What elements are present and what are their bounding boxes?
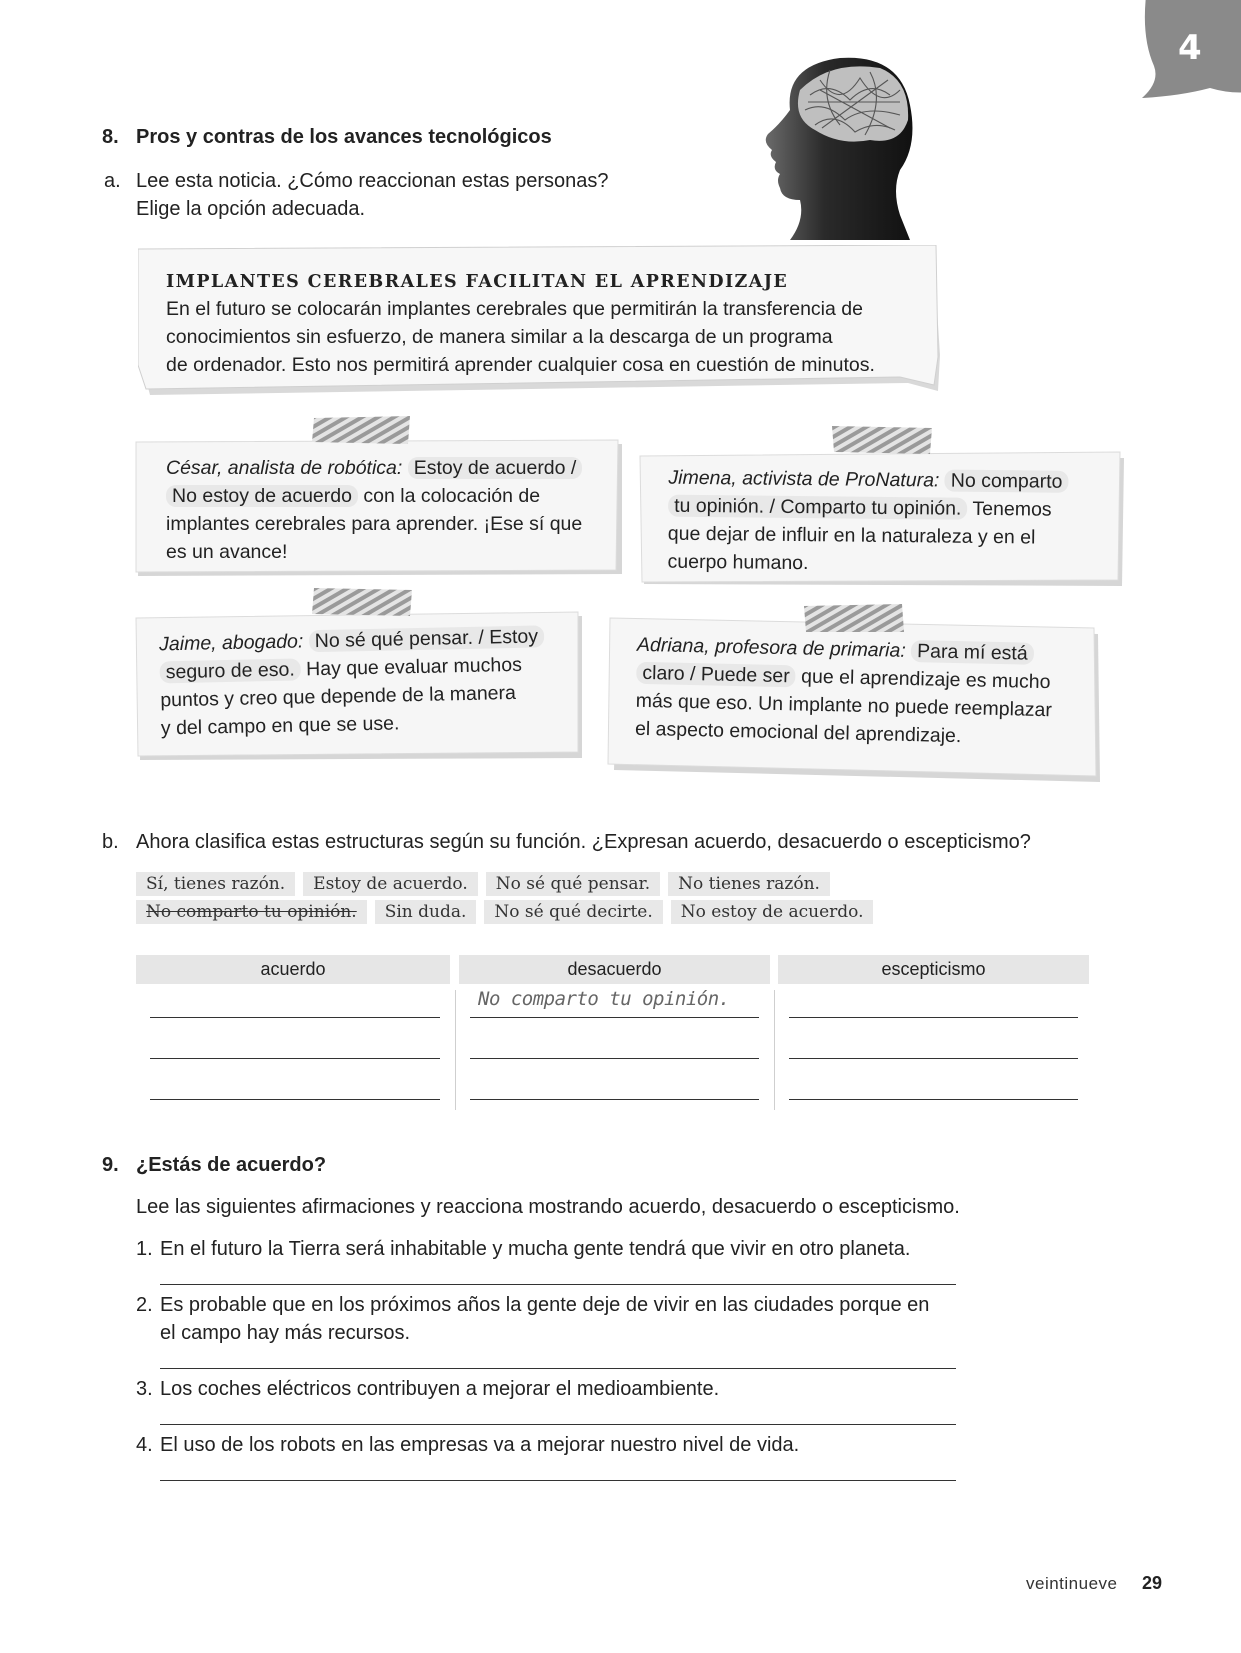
news-line1: En el futuro se colocarán implantes cerebrales que permitirán la transferencia de (166, 298, 863, 320)
page-number-word: veintinueve (1026, 1574, 1118, 1593)
column-header-desacuerdo: desacuerdo (459, 955, 770, 984)
answer-line-escepticismo-2[interactable] (789, 1058, 1078, 1059)
page-number: 29 (1142, 1573, 1163, 1593)
exercise-9-title: ¿Estás de acuerdo? (136, 1154, 327, 1176)
statement-4-number: 4. (136, 1434, 153, 1456)
news-line2: conocimientos sin esfuerzo, de manera similar a la descarga de un programa (166, 326, 833, 348)
note-jaime-author: Jaime, abogado: (158, 630, 304, 656)
column-divider (774, 990, 775, 1110)
note-cesar (136, 440, 622, 578)
statement-1-answer-line[interactable] (160, 1284, 956, 1285)
statement-3 (136, 1375, 719, 1403)
note-jimena-option2[interactable]: tu opinión. / Comparto tu opinión. (668, 495, 967, 520)
note-jimena (640, 452, 1126, 588)
column-header-escepticismo: escepticismo (778, 955, 1089, 984)
answer-line-acuerdo-2[interactable] (150, 1058, 440, 1059)
chip-no-estoy-de-acuerdo[interactable]: No estoy de acuerdo. (671, 900, 874, 924)
note-jimena-line4: cuerpo humano. (667, 550, 809, 575)
note-adriana-line4: el aspecto emocional del aprendizaje. (634, 717, 962, 748)
note-cesar-option2[interactable]: No estoy de acuerdo (166, 485, 358, 507)
note-jaime-rest1: Hay que evaluar muchos (305, 653, 523, 681)
exercise-9-number: 9. (102, 1154, 119, 1176)
note-adriana-option2[interactable]: claro / Puede ser (636, 662, 796, 688)
note-cesar-line4: es un avance! (166, 541, 288, 563)
note-jaime-line3: puntos y creo que depende de la manera (160, 681, 517, 712)
chip-no-comparto-tu-opinion[interactable]: No comparto tu opinión. (136, 900, 367, 924)
note-jaime (136, 612, 584, 762)
answer-line-acuerdo-1[interactable] (150, 1017, 440, 1018)
example-answer: No comparto tu opinión. (478, 988, 730, 1010)
column-divider (455, 990, 456, 1110)
statement-2-number: 2. (136, 1294, 153, 1316)
note-cesar-author: César, analista de robótica: (166, 457, 403, 479)
chip-sin-duda[interactable]: Sin duda. (375, 900, 477, 924)
answer-line-escepticismo-1[interactable] (789, 1017, 1078, 1018)
exercise-8-number: 8. (102, 126, 119, 148)
tape-decoration (804, 604, 904, 632)
statement-2 (136, 1291, 929, 1347)
note-adriana-option1[interactable]: Para mí está (911, 640, 1034, 665)
statement-2-text-line2: el campo hay más recursos. (160, 1322, 411, 1344)
brain-head-image (760, 50, 930, 240)
note-cesar-line3: implantes cerebrales para aprender. ¡Ese sí que (166, 513, 583, 535)
tape-decoration (312, 588, 412, 616)
answer-line-escepticismo-3[interactable] (789, 1099, 1078, 1100)
answer-line-desacuerdo-3[interactable] (470, 1099, 759, 1100)
chip-row-1 (136, 872, 830, 896)
note-adriana-author: Adriana, profesora de primaria: (636, 633, 907, 662)
note-jimena-rest1: Tenemos (972, 497, 1052, 521)
part-a-line2: Elige la opción adecuada. (136, 198, 366, 220)
note-jimena-author: Jimena, activista de ProNatura: (668, 466, 940, 492)
answer-line-acuerdo-3[interactable] (150, 1099, 440, 1100)
exercise-9-instruction: Lee las siguientes afirmaciones y reacciona mostrando acuerdo, desacuerdo o escepticismo. (136, 1196, 960, 1218)
exercise-8-title: Pros y contras de los avances tecnológicos (136, 126, 552, 148)
statement-3-answer-line[interactable] (160, 1424, 956, 1425)
statement-4-text: El uso de los robots en las empresas va a mejorar nuestro nivel de vida. (160, 1434, 800, 1456)
note-jaime-line4: y del campo en que se use. (160, 712, 400, 740)
statement-2-text: Es probable que en los próximos años la gente deje de vivir en las ciudades porque en (160, 1294, 930, 1316)
statement-4-answer-line[interactable] (160, 1480, 956, 1481)
statement-2-answer-line[interactable] (160, 1368, 956, 1369)
note-cesar-rest1: con la colocación de (363, 485, 541, 507)
statement-3-text: Los coches eléctricos contribuyen a mejorar el medioambiente. (160, 1378, 720, 1400)
chip-estoy-de-acuerdo[interactable]: Estoy de acuerdo. (303, 872, 478, 896)
note-jimena-option1[interactable]: No comparto (945, 470, 1069, 493)
part-b-instruction: Ahora clasifica estas estructuras según su función. ¿Expresan acuerdo, desacuerdo o escepticismo? (136, 831, 1031, 853)
part-a-line1: Lee esta noticia. ¿Cómo reaccionan estas personas? (136, 170, 609, 192)
statement-1-number: 1. (136, 1238, 153, 1260)
news-line3: de ordenador. Esto nos permitirá aprender cualquier cosa en cuestión de minutos. (166, 354, 875, 376)
note-adriana-line3: más que eso. Un implante no puede reemplazar (635, 689, 1053, 722)
statement-3-number: 3. (136, 1378, 153, 1400)
note-cesar-option1[interactable]: Estoy de acuerdo / (408, 457, 583, 479)
news-article (138, 245, 946, 397)
chip-row-2 (136, 900, 873, 924)
chapter-number: 4 (1178, 28, 1202, 68)
chip-no-se-que-decirte[interactable]: No sé qué decirte. (484, 900, 662, 924)
answer-line-desacuerdo-2[interactable] (470, 1058, 759, 1059)
chip-no-se-que-pensar[interactable]: No sé qué pensar. (486, 872, 660, 896)
note-adriana (608, 618, 1102, 784)
tape-decoration (832, 426, 932, 454)
tape-decoration (312, 416, 412, 444)
column-header-acuerdo: acuerdo (136, 955, 450, 984)
note-adriana-rest1: que el aprendizaje es mucho (800, 665, 1051, 694)
part-b-letter: b. (102, 831, 119, 853)
chip-si-tienes-razon[interactable]: Sí, tienes razón. (136, 872, 295, 896)
statement-4 (136, 1431, 799, 1459)
answer-line-desacuerdo-1[interactable] (470, 1017, 759, 1018)
statement-1 (136, 1235, 910, 1263)
statement-1-text: En el futuro la Tierra será inhabitable y mucha gente tendrá que vivir en otro planeta. (160, 1238, 911, 1260)
note-jaime-option1[interactable]: No sé qué pensar. / Estoy (309, 625, 545, 652)
note-jaime-option2[interactable]: seguro de eso. (160, 658, 301, 683)
chip-no-tienes-razon[interactable]: No tienes razón. (668, 872, 830, 896)
part-a-letter: a. (104, 170, 121, 192)
news-title: IMPLANTES CEREBRALES FACILITAN EL APRENDIZAJE (166, 272, 789, 292)
note-jimena-line3: que dejar de influir en la naturaleza y en el (667, 522, 1036, 549)
